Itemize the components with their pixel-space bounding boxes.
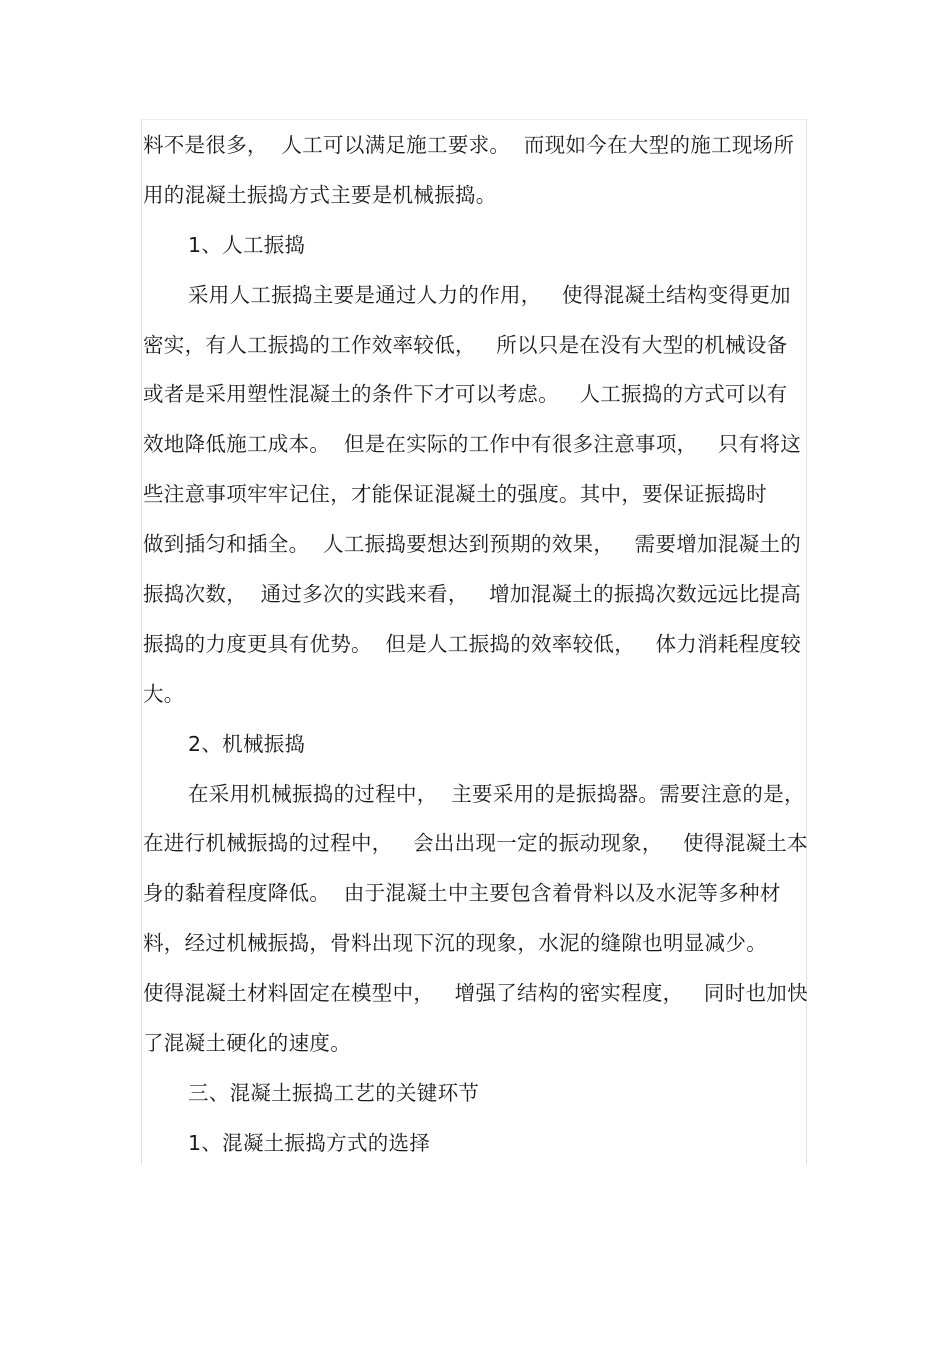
text-line: 做到插匀和插全。 人工振捣要想达到预期的效果， 需要增加混凝土的 — [143, 532, 802, 557]
text-line: 了混凝土硬化的速度。 — [143, 1031, 351, 1056]
text-line: 采用人工振捣主要是通过人力的作用， 使得混凝土结构变得更加 — [188, 282, 791, 307]
text-line: 三、混凝土振捣工艺的关键环节 — [188, 1080, 480, 1105]
text-line: 些注意事项牢牢记住，才能保证混凝土的强度。其中，要保证振捣时 — [143, 482, 767, 507]
text-line: 大。 — [143, 681, 185, 706]
text-line: 密实，有人工振捣的工作效率较低， 所以只是在没有大型的机械设备 — [143, 332, 788, 357]
text-line: 振捣次数， 通过多次的实践来看， 增加混凝土的振捣次数远远比提高 — [143, 582, 802, 607]
text-line: 2、机械振捣 — [188, 731, 306, 756]
document-body — [143, 121, 808, 1169]
text-line: 在采用机械振捣的过程中， 主要采用的是振捣器。需要注意的是， — [188, 781, 805, 806]
text-line: 1、人工振捣 — [188, 232, 306, 257]
text-line: 振捣的力度更具有优势。 但是人工振捣的效率较低， 体力消耗程度较 — [143, 631, 802, 656]
text-line: 料不是很多， 人工可以满足施工要求。 而现如今在大型的施工现场所 — [143, 133, 795, 157]
text-line: 料，经过机械振捣，骨料出现下沉的现象，水泥的缝隙也明显减少。 — [143, 931, 767, 956]
text-line: 在进行机械振捣的过程中， 会出出现一定的振动现象， 使得混凝土本 — [143, 831, 808, 856]
text-line: 身的黏着程度降低。 由于混凝土中主要包含着骨料以及水泥等多种材 — [143, 881, 781, 906]
text-line: 1、混凝土振捣方式的选择 — [188, 1130, 431, 1155]
text-line: 用的混凝土振捣方式主要是机械振捣。 — [143, 182, 497, 207]
text-line: 或者是采用塑性混凝土的条件下才可以考虑。 人工振捣的方式可以有 — [143, 382, 788, 407]
text-line: 使得混凝土材料固定在模型中， 增强了结构的密实程度， 同时也加快 — [143, 981, 808, 1006]
text-line: 效地降低施工成本。 但是在实际的工作中有很多注意事项， 只有将这 — [143, 432, 802, 457]
